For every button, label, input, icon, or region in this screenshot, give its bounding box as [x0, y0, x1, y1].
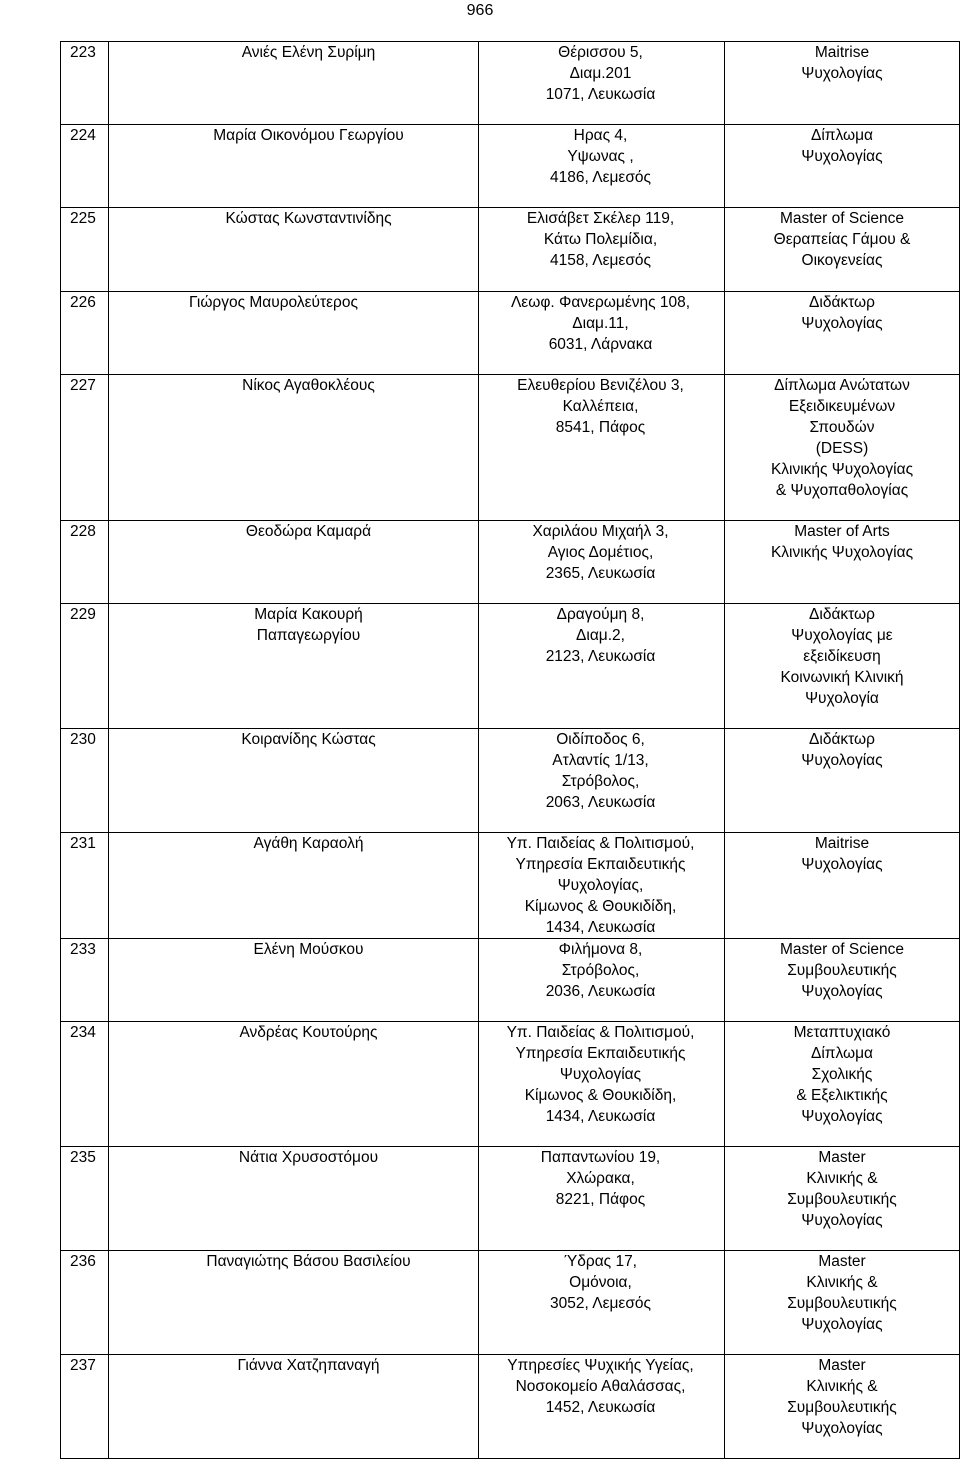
qualification: Master of Arts Κλινικής Ψυχολογίας — [725, 521, 960, 604]
table-row — [61, 604, 960, 729]
psychologist-name: Ανιές Ελένη Συρίμη — [109, 42, 479, 125]
psychologist-name: Ελένη Μούσκου — [109, 939, 479, 1022]
psychologist-name: Μαρία Οικονόμου Γεωργίου — [109, 125, 479, 208]
table-row — [61, 1022, 960, 1147]
registration-number: 227 — [61, 375, 109, 521]
registration-number: 225 — [61, 208, 109, 292]
registration-number: 223 — [61, 42, 109, 125]
qualification: Master Κλινικής & Συμβουλευτικής Ψυχολογίας — [725, 1355, 960, 1459]
address: Λεωφ. Φανερωμένης 108, Διαμ.11, 6031, Λάρνακα — [479, 292, 725, 375]
registration-number: 231 — [61, 833, 109, 939]
table-row — [61, 375, 960, 521]
qualification: Master of Science Θεραπείας Γάμου & Οικογενείας — [725, 208, 960, 292]
qualification: Μεταπτυχιακό Δίπλωμα Σχολικής & Εξελικτικής Ψυχολογίας — [725, 1022, 960, 1147]
address: Ύδρας 17, Ομόνοια, 3052, Λεμεσός — [479, 1251, 725, 1355]
psychologist-name: Θεοδώρα Καμαρά — [109, 521, 479, 604]
psychologist-name: Ανδρέας Κουτούρης — [109, 1022, 479, 1147]
address: Υπηρεσίες Ψυχικής Υγείας, Νοσοκομείο Αθαλάσσας, 1452, Λευκωσία — [479, 1355, 725, 1459]
table-row — [61, 729, 960, 833]
page-number: 966 — [466, 2, 494, 19]
qualification: Δίπλωμα Ψυχολογίας — [725, 125, 960, 208]
address: Υπ. Παιδείας & Πολιτισμού, Υπηρεσία Εκπαιδευτικής Ψυχολογίας, Κίμωνος & Θουκιδίδη, 1434, Λευκωσία — [479, 833, 725, 939]
psychologist-name: Γιώργος Μαυρολεύτερος — [109, 292, 479, 375]
table-row — [61, 1147, 960, 1251]
table-row — [61, 208, 960, 292]
psychologist-name: Κώστας Κωνσταντινίδης — [109, 208, 479, 292]
registration-number: 224 — [61, 125, 109, 208]
psychologist-name: Παναγιώτης Βάσου Βασιλείου — [109, 1251, 479, 1355]
qualification: Διδάκτωρ Ψυχολογίας με εξειδίκευση Κοινωνική Κλινική Ψυχολογία — [725, 604, 960, 729]
qualification: Δίπλωμα Ανώτατων Εξειδικευμένων Σπουδών (DESS) Κλινικής Ψυχολογίας & Ψυχοπαθολογίας — [725, 375, 960, 521]
table-row — [61, 833, 960, 939]
registration-number: 234 — [61, 1022, 109, 1147]
registration-number: 235 — [61, 1147, 109, 1251]
address: Υπ. Παιδείας & Πολιτισμού, Υπηρεσία Εκπαιδευτικής Ψυχολογίας Κίμωνος & Θουκιδίδη, 1434, Λευκωσία — [479, 1022, 725, 1147]
table-row — [61, 42, 960, 125]
registration-number: 229 — [61, 604, 109, 729]
address: Ελισάβετ Σκέλερ 119, Κάτω Πολεμίδια, 4158, Λεμεσός — [479, 208, 725, 292]
table-row — [61, 125, 960, 208]
address: Φιλήμονα 8, Στρόβολος, 2036, Λευκωσία — [479, 939, 725, 1022]
qualification: Maitrise Ψυχολογίας — [725, 833, 960, 939]
psychologist-name: Νάτια Χρυσοστόμου — [109, 1147, 479, 1251]
address: Οιδίποδος 6, Ατλαντίς 1/13, Στρόβολος, 2063, Λευκωσία — [479, 729, 725, 833]
qualification: Master of Science Συμβουλευτικής Ψυχολογίας — [725, 939, 960, 1022]
psychologist-name: Γιάννα Χατζηπαναγή — [109, 1355, 479, 1459]
psychologist-name: Νίκος Αγαθοκλέους — [109, 375, 479, 521]
qualification: Master Κλινικής & Συμβουλευτικής Ψυχολογίας — [725, 1251, 960, 1355]
table-row — [61, 1355, 960, 1459]
table-row — [61, 292, 960, 375]
table-row — [61, 939, 960, 1022]
registration-number: 226 — [61, 292, 109, 375]
registration-number: 228 — [61, 521, 109, 604]
address: Παπαντωνίου 19, Χλώρακα, 8221, Πάφος — [479, 1147, 725, 1251]
qualification: Διδάκτωρ Ψυχολογίας — [725, 292, 960, 375]
registration-number: 233 — [61, 939, 109, 1022]
address: Δραγούμη 8, Διαμ.2, 2123, Λευκωσία — [479, 604, 725, 729]
psychologist-name: Αγάθη Καραολή — [109, 833, 479, 939]
psychologist-name: Κοιρανίδης Κώστας — [109, 729, 479, 833]
registration-number: 236 — [61, 1251, 109, 1355]
registry-body — [61, 42, 960, 1459]
qualification: Maitrise Ψυχολογίας — [725, 42, 960, 125]
table-row — [61, 521, 960, 604]
address: Χαριλάου Μιχαήλ 3, Αγιος Δομέτιος, 2365, Λευκωσία — [479, 521, 725, 604]
address: Ελευθερίου Βενιζέλου 3, Καλλέπεια, 8541, Πάφος — [479, 375, 725, 521]
psychologist-name: Μαρία Κακουρή Παπαγεωργίου — [109, 604, 479, 729]
address: Θέρισσου 5, Διαμ.201 1071, Λευκωσία — [479, 42, 725, 125]
qualification: Master Κλινικής & Συμβουλευτικής Ψυχολογίας — [725, 1147, 960, 1251]
address: Ηρας 4, Υψωνας , 4186, Λεμεσός — [479, 125, 725, 208]
table-row — [61, 1251, 960, 1355]
registration-number: 237 — [61, 1355, 109, 1459]
qualification: Διδάκτωρ Ψυχολογίας — [725, 729, 960, 833]
registration-number: 230 — [61, 729, 109, 833]
registry-table — [60, 41, 960, 1459]
